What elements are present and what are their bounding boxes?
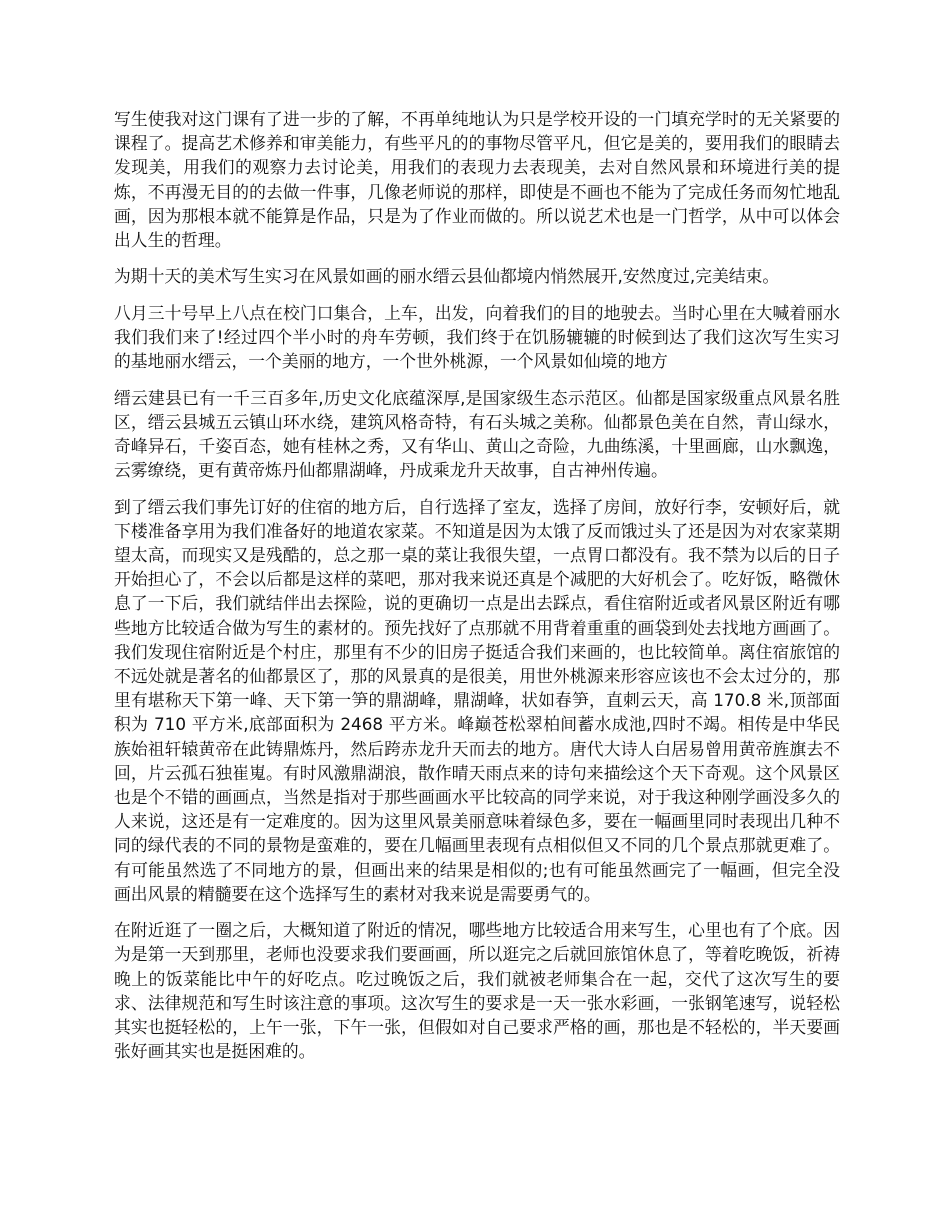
paragraph: 写生使我对这门课有了进一步的了解，不再单纯地认为只是学校开设的一门填充学时的无关紧要的课程了。提高艺术修养和审美能力，有些平凡的的事物尽管平凡，但它是美的，要用我们的眼睛去发现美，用我们的观察力去讨论美，用我们的表现力去表现美，去对自然风景和环境进行美的提炼，不再漫无目的的去做一件事，几像老师说的那样，即使是不画也不能为了完成任务而匆忙地乱画，因为那根本就不能算是作品，只是为了作业而做的。所以说艺术也是一门哲学，从中可以体会出人生的哲理。 (114, 109, 840, 251)
paragraph: 到了缙云我们事先订好的住宿的地方后，自行选择了室友，选择了房间，放好行李，安顿好后，就下楼准备享用为我们准备好的地道农家菜。不知道是因为太饿了反而饿过头了还是因为对农家菜期望太高，而现实又是残酷的，总之那一桌的菜让我很失望，一点胃口都没有。我不禁为以后的日子开始担心了，不会以后都是这样的菜吧，那对我来说还真是个减肥的大好机会了。吃好饭，略微休息了一下后，我们就结伴出去探险，说的更确切一点是出去踩点，看住宿附近或者风景区附近有哪些地方比较适合做为写生的素材的。预先找好了点那就不用背着重重的画袋到处去找地方画画了。我们发现住宿附近是个村庄，那里有不少的旧房子挺适合我们来画的，也比较简单。离住宿旅馆的不远处就是著名的仙都景区了，那的风景真的是很美，用世外桃源来形容应该也不会太过分的，那里有堪称天下第一峰、天下第一笋的鼎湖峰，鼎湖峰，状如春笋，直刺云天，高 170.8 米,顶部面积为 710 平方米,底部面积为 2468 平方米。峰巅苍松翠柏间蓄水成池,四时不竭。相传是中华民族始祖轩辕黄帝在此铸鼎炼丹，然后跨赤龙升天而去的地方。唐代大诗人白居易曾用黄帝旌旗去不回，片云孤石独崔嵬。有时风激鼎湖浪，散作晴天雨点来的诗句来描绘这个天下奇观。这个风景区也是个不错的画画点，当然是指对于那些画画水平比较高的同学来说，对于我这种刚学画没多久的人来说，这还是有一定难度的。因为这里风景美丽意味着绿色多，要在一幅画里同时表现出几种不同的绿代表的不同的景物是蛮难的，要在几幅画里表现有点相似但又不同的几个景点那就更难了。有可能虽然选了不同地方的景，但画出来的结果是相似的;也有可能虽然画完了一幅画，但完全没画出风景的精髓要在这个选择写生的素材对我来说是需要勇气的。 (114, 496, 840, 904)
paragraph: 在附近逛了一圈之后，大概知道了附近的情况，哪些地方比较适合用来写生，心里也有了个底。因为是第一天到那里，老师也没要求我们要画画，所以逛完之后就回旅馆休息了，等着吃晚饭，祈祷晚上的饭菜能比中午的好吃点。吃过晚饭之后，我们就被老师集合在一起，交代了这次写生的要求、法律规范和写生时该注意的事项。这次写生的要求是一天一张水彩画，一张钢笔速写，说轻松其实也挺轻松的，上午一张，下午一张，但假如对自己要求严格的画，那也是不轻松的，半天要画张好画其实也是挺困难的。 (114, 920, 840, 1062)
document-body (114, 107, 840, 1076)
paragraph: 为期十天的美术写生实习在风景如画的丽水缙云县仙都境内悄然展开,安然度过,完美结束。 (114, 266, 780, 287)
paragraph: 缙云建县已有一千三百多年,历史文化底蕴深厚,是国家级生态示范区。仙都是国家级重点风景名胜区，缙云县城五云镇山环水绕，建筑风格奇特，有石头城之美称。仙都景色美在自然，青山绿水，奇峰异石，千姿百态，她有桂林之秀，又有华山、黄山之奇险，九曲练溪，十里画廊，山水飘逸，云雾缭绕，更有黄帝炼丹仙都鼎湖峰，丹成乘龙升天故事，自古神州传遍。 (114, 387, 840, 481)
paragraph: 八月三十号早上八点在校门口集合，上车，出发，向着我们的目的地驶去。当时心里在大喊着丽水我们我们来了!经过四个半小时的舟车劳顿，我们终于在饥肠辘辘的时候到达了我们这次写生实习的基地丽水缙云，一个美丽的地方，一个世外桃源，一个风景如仙境的地方 (114, 302, 840, 372)
